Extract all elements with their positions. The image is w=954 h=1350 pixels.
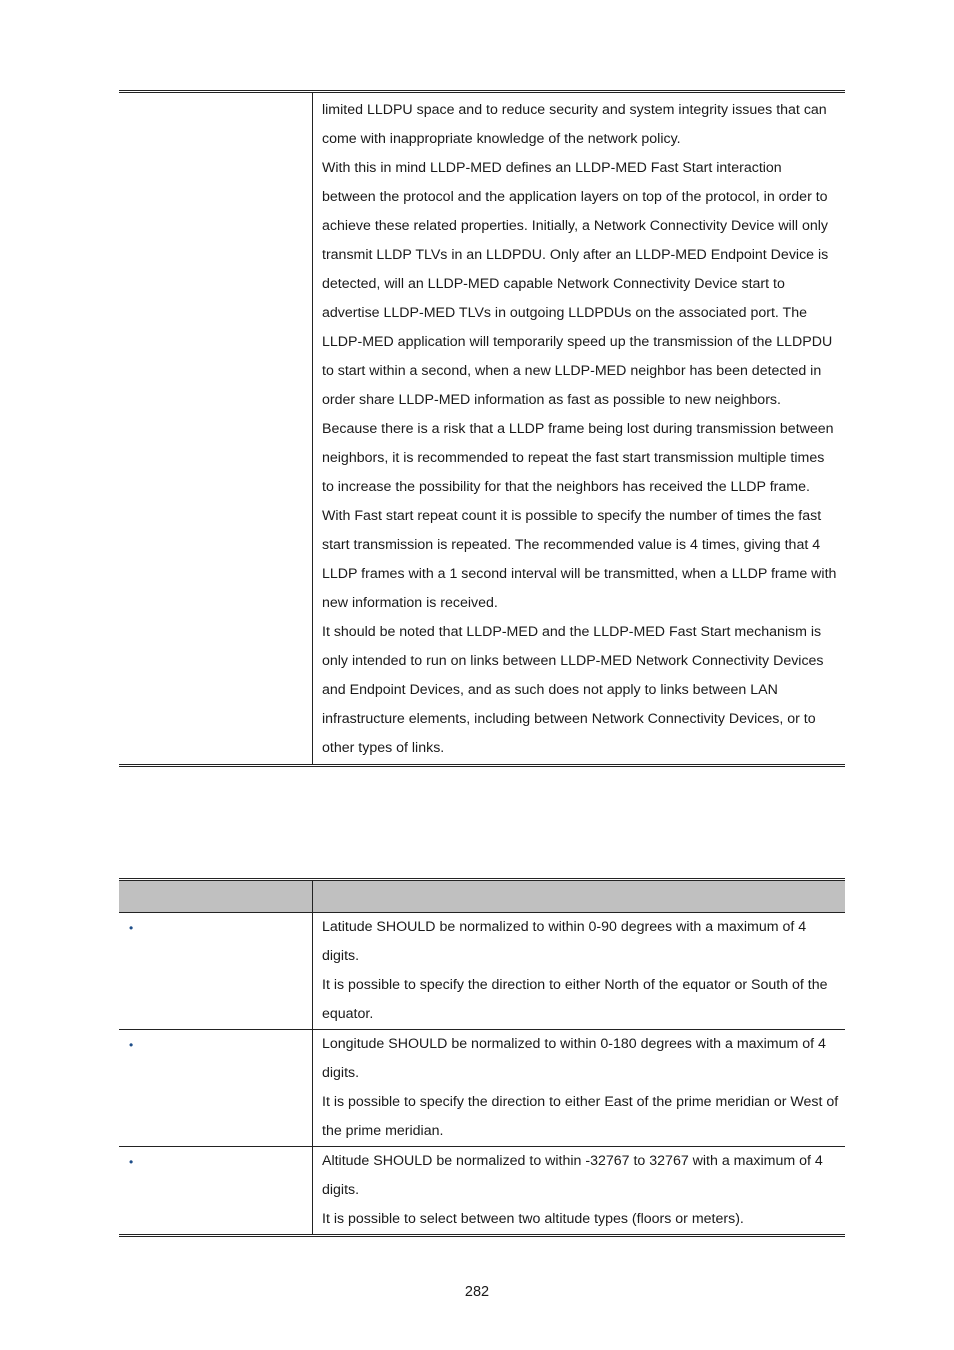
table-row	[119, 92, 845, 766]
description-paragraph: It is possible to specify the direction to either North of the equator or South of the equator.	[322, 977, 828, 1022]
description-paragraph: It is possible to specify the direction to either East of the prime meridian or West of the prime meridian.	[322, 1094, 839, 1139]
description-cell	[313, 913, 846, 1030]
bullet-icon: •	[129, 921, 134, 935]
description-cell	[313, 1147, 846, 1236]
bullet-icon: •	[129, 1038, 134, 1052]
description-paragraph: It should be noted that LLDP-MED and the LLDP-MED Fast Start mechanism is only intended to run on links between LLDP-MED Network Connectivity Devices and Endpoint Devices, and as such does not apply to links between LAN infrastructure elements, including between Network Connectivity Devices, or to other types of links.	[322, 624, 824, 756]
parameter-cell	[119, 92, 313, 766]
bullet-icon: •	[129, 1155, 134, 1169]
table-header-row	[119, 880, 845, 913]
description-paragraph: limited LLDPU space and to reduce security and system integrity issues that can come with inappropriate knowledge of the network policy.	[322, 102, 827, 147]
header-cell-object	[119, 880, 313, 913]
parameter-cell	[119, 913, 313, 1030]
description-paragraph: Because there is a risk that a LLDP frame being lost during transmission between neighbors, it is recommended to repeat the fast start transmission multiple times to increase the possibility for that the neighbors has received the LLDP frame. With Fast start repeat count it is possible to specify the number of times the fast start transmission is repeated. The recommended value is 4 times, giving that 4 LLDP frames with a 1 second interval will be transmitted, when a LLDP frame with new information is received.	[322, 421, 837, 611]
page-number: 282	[464, 1284, 490, 1300]
parameter-cell	[119, 1147, 313, 1236]
header-cell-description	[313, 880, 846, 913]
description-cell	[313, 92, 846, 766]
description-paragraph: It is possible to select between two altitude types (floors or meters).	[322, 1211, 744, 1227]
description-cell	[313, 1030, 846, 1147]
description-paragraph: Longitude SHOULD be normalized to within 0-180 degrees with a maximum of 4 digits.	[322, 1036, 826, 1081]
coordinates-table	[119, 878, 845, 1237]
description-paragraph: With this in mind LLDP-MED defines an LLDP-MED Fast Start interaction between the protocol and the application layers on top of the protocol, in order to achieve these related properties. Initially, a Network Connectivity Device will only transmit LLDP TLVs in an LLDPDU. Only after an LLDP-MED Endpoint Device is detected, will an LLDP-MED capable Network Connectivity Device start to advertise LLDP-MED TLVs in outgoing LLDPDUs on the associated port. The LLDP-MED application will temporarily speed up the transmission of the LLDPDU to start within a second, when a new LLDP-MED neighbor has been detected in order share LLDP-MED information as fast as possible to new neighbors.	[322, 160, 833, 408]
table-row-latitude	[119, 913, 845, 1030]
table-row-altitude	[119, 1147, 845, 1236]
description-paragraph: Altitude SHOULD be normalized to within -32767 to 32767 with a maximum of 4 digits.	[322, 1153, 823, 1198]
description-paragraph: Latitude SHOULD be normalized to within 0-90 degrees with a maximum of 4 digits.	[322, 919, 807, 964]
description-table-continued	[119, 90, 845, 767]
table-row-longitude	[119, 1030, 845, 1147]
parameter-cell	[119, 1030, 313, 1147]
